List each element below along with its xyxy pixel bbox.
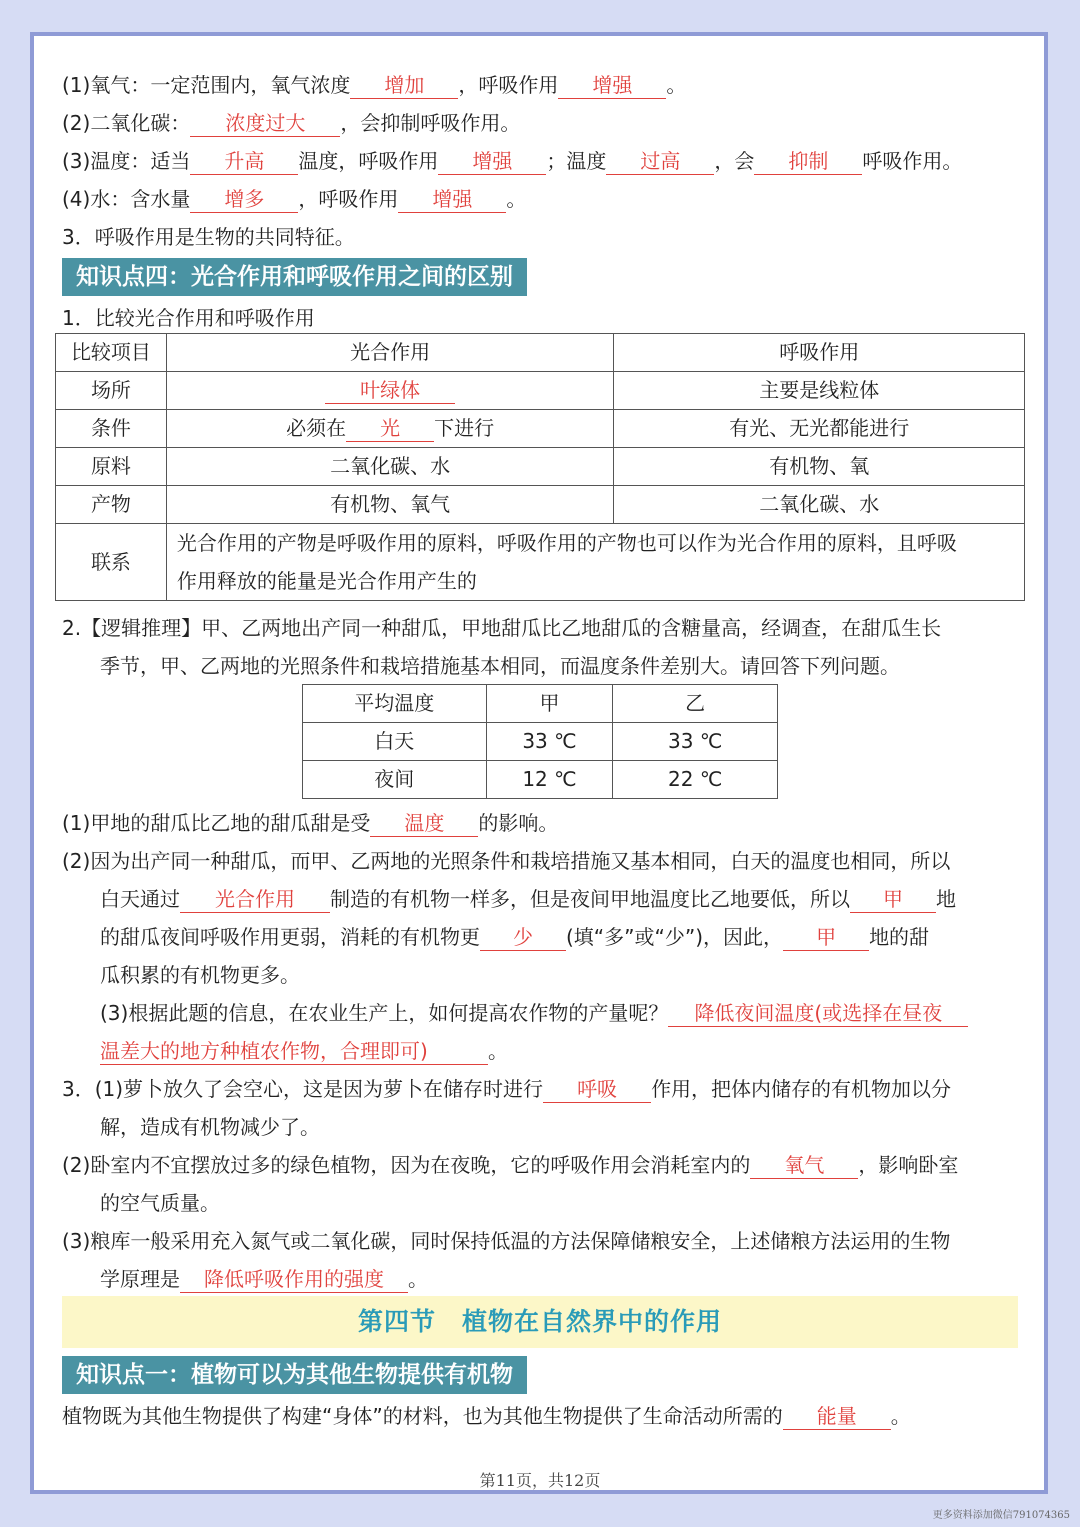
- table-row: 夜间 12 ℃ 22 ℃: [303, 761, 778, 799]
- answer-blank: 增强: [558, 72, 666, 99]
- answer-blank: 光合作用: [180, 886, 330, 913]
- question-2-line-2: 季节，甲、乙两地的光照条件和栽培措施基本相同，而温度条件差别大。请回答下列问题。: [100, 654, 900, 678]
- answer-blank: 温差大的地方种植农作物，合理即可): [100, 1038, 488, 1065]
- knowledge-point-1-header: 知识点一：植物可以为其他生物提供有机物: [62, 1356, 527, 1394]
- knowledge-point-4-header: 知识点四：光合作用和呼吸作用之间的区别: [62, 258, 527, 296]
- answer-blank: 甲: [850, 886, 936, 913]
- answer-blank: 甲: [783, 924, 869, 951]
- question-3-line-2: 解，造成有机物减少了。: [100, 1115, 320, 1139]
- question-3-line-3: (2)卧室内不宜摆放过多的绿色植物，因为在夜晚，它的呼吸作用会消耗室内的 氧气 ，影响卧室: [62, 1153, 959, 1177]
- answer-blank: 过高: [606, 148, 714, 175]
- answer-blank: 增强: [438, 148, 546, 175]
- energy-line: 植物既为其他生物提供了构建“身体”的材料，也为其他生物提供了生命活动所需的 能量 。: [62, 1404, 911, 1428]
- answer-blank: 降低呼吸作用的强度: [180, 1266, 408, 1293]
- question-2-line-1: 2.【逻辑推理】甲、乙两地出产同一种甜瓜，甲地甜瓜比乙地甜瓜的含糖量高，经调查，在甜瓜生长: [62, 616, 942, 640]
- table-row: 场所 叶绿体 主要是线粒体: [56, 372, 1025, 410]
- answer-2-line-2: 白天通过 光合作用 制造的有机物一样多，但是夜间甲地温度比乙地要低，所以 甲 地: [100, 887, 956, 911]
- question-3-line-1: 3．(1)萝卜放久了会空心，这是因为萝卜在储存时进行 呼吸 作用，把体内储存的有机物加以分: [62, 1077, 952, 1101]
- answer-blank: 增强: [398, 186, 506, 213]
- answer-blank: 抑制: [754, 148, 862, 175]
- answer-2-line-3: 的甜瓜夜间呼吸作用更弱，消耗的有机物更 少 (填“多”或“少”)，因此， 甲 地的甜: [100, 925, 930, 949]
- section-title: 第四节 植物在自然界中的作用: [62, 1296, 1018, 1348]
- answer-blank: 温度: [370, 810, 478, 837]
- table-row: 原料 二氧化碳、水 有机物、氧: [56, 448, 1025, 486]
- temperature-line: (3)温度：适当 升高 温度，呼吸作用 增强 ；温度 过高 ，会 抑制 呼吸作用。: [62, 149, 963, 173]
- answer-blank: 增多: [190, 186, 298, 213]
- question-3-line-5: (3)粮库一般采用充入氮气或二氧化碳，同时保持低温的方法保障储粮安全，上述储粮方法运用的生物: [62, 1229, 951, 1253]
- answer-blank: 叶绿体: [325, 377, 455, 404]
- compare-title: 1．比较光合作用和呼吸作用: [62, 306, 315, 330]
- oxygen-line: (1)氧气：一定范围内，氧气浓度 增加 ，呼吸作用 增强 。: [62, 73, 687, 97]
- answer-blank: 增加: [350, 72, 458, 99]
- table-row: 产物 有机物、氧气 二氧化碳、水: [56, 486, 1025, 524]
- water-line: (4)水：含水量 增多 ，呼吸作用 增强 。: [62, 187, 527, 211]
- table-row: 联系 光合作用的产物是呼吸作用的原料，呼吸作用的产物也可以作为光合作用的原料，且呼吸 作用释放的能量是光合作用产生的: [56, 524, 1025, 601]
- table-row: 比较项目 光合作用 呼吸作用: [56, 334, 1025, 372]
- answer-blank: 升高: [190, 148, 298, 175]
- answer-blank: 降低夜间温度(或选择在昼夜: [668, 1000, 968, 1027]
- watermark-note: 更多资料添加微信791074365: [932, 1510, 1070, 1521]
- answer-blank: 能量: [783, 1403, 891, 1430]
- question-3-line-4: 的空气质量。: [100, 1191, 220, 1215]
- answer-blank: 光: [346, 415, 434, 442]
- answer-blank: 少: [480, 924, 566, 951]
- answer-blank: 呼吸: [543, 1076, 651, 1103]
- answer-blank: 氧气: [750, 1152, 858, 1179]
- answer-blank: 浓度过大: [190, 110, 340, 137]
- answer-2-line-1: (2)因为出产同一种甜瓜，而甲、乙两地的光照条件和栽培措施又基本相同，白天的温度也相同，所以: [62, 849, 951, 873]
- answer-3-line-1: (3)根据此题的信息，在农业生产上，如何提高农作物的产量呢？ 降低夜间温度(或选择在昼夜: [100, 998, 968, 1028]
- comparison-table: [55, 333, 1025, 601]
- answer-3-line-2: 温差大的地方种植农作物，合理即可) 。: [100, 1039, 508, 1063]
- common-feature-line: 3．呼吸作用是生物的共同特征。: [62, 225, 355, 249]
- co2-line: (2)二氧化碳： 浓度过大 ，会抑制呼吸作用。: [62, 111, 521, 135]
- table-row: 白天 33 ℃ 33 ℃: [303, 723, 778, 761]
- table-row: 平均温度 甲 乙: [303, 685, 778, 723]
- answer-2-line-4: 瓜积累的有机物更多。: [100, 963, 300, 987]
- temperature-table: [302, 684, 778, 799]
- table-row: 条件 必须在 光 下进行 有光、无光都能进行: [56, 410, 1025, 448]
- question-3-line-6: 学原理是 降低呼吸作用的强度 。: [100, 1267, 428, 1291]
- page-number: 第11页，共12页: [479, 1471, 601, 1490]
- answer-1-line: (1)甲地的甜瓜比乙地的甜瓜甜是受 温度 的影响。: [62, 811, 559, 835]
